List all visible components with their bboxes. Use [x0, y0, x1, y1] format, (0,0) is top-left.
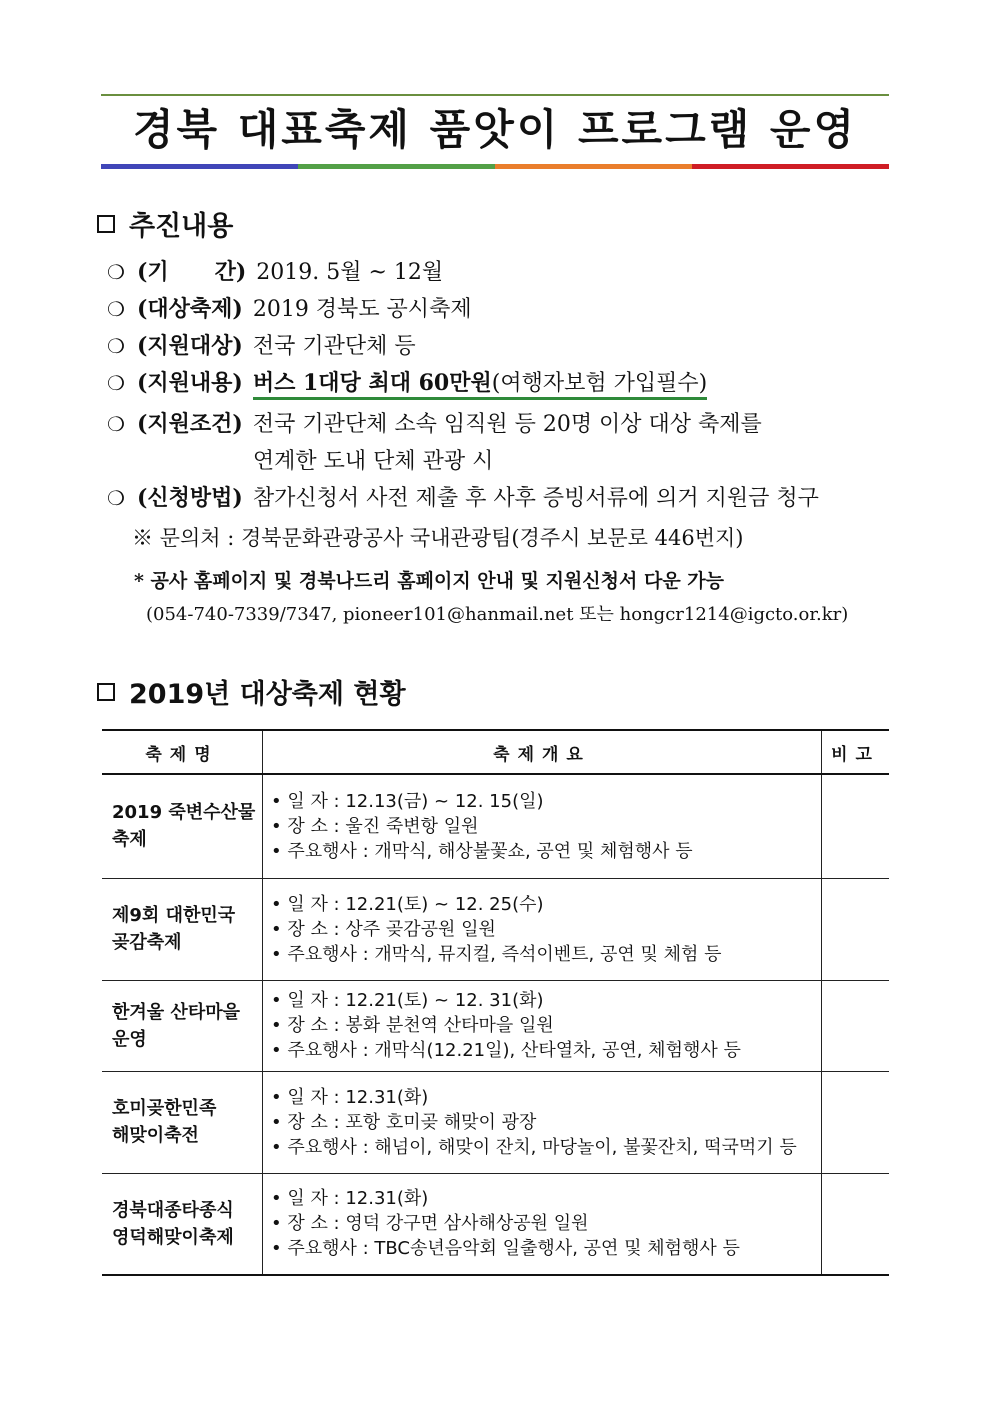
table-row	[102, 1173, 889, 1275]
header-festival-name: 축제명	[102, 730, 263, 774]
festival-remarks	[822, 774, 890, 878]
support-amount-highlight: 버스 1대당 최대 60만원(여행자보험 가입필수)	[253, 371, 707, 400]
circle-bullet-icon: ❍	[107, 371, 125, 395]
circle-bullet-icon: ❍	[107, 486, 125, 510]
item-support-condition: ❍ (지원조건) 전국 기관단체 소속 임직원 등 20명 이상 대상 축제를 연계한 도내 단체 관광 시	[107, 406, 907, 480]
festival-name: 2019 죽변수산물 축제	[102, 774, 263, 878]
festival-table	[102, 729, 889, 1276]
item-support-target: ❍ (지원대상) 전국 기관단체 등	[107, 328, 907, 365]
circle-bullet-icon: ❍	[107, 334, 125, 358]
download-note: * 공사 홈페이지 및 경북나드리 홈페이지 안내 및 지원신청서 다운 가능	[134, 570, 724, 592]
item-target-festival: ❍ (대상축제) 2019 경북도 공시축제	[107, 291, 907, 328]
table-row	[102, 1071, 889, 1173]
checkbox-square-icon	[97, 215, 115, 233]
section-heading-promotion: 추진내용	[97, 204, 233, 243]
contact-info: ※ 문의처 : 경북문화관광공사 국내관광팀(경주시 보문로 446번지)	[132, 526, 744, 550]
table-row	[102, 980, 889, 1071]
festival-overview: • 일 자 : 12.21(토) ~ 12. 25(수) • 장 소 : 상주 곶감공원 일원 • 주요행사 : 개막식, 뮤지컬, 즉석이벤트, 공연 및 체험 등	[263, 878, 822, 980]
page-title: 경북 대표축제 품앗이 프로그램 운영	[132, 105, 858, 154]
table-row	[102, 774, 889, 878]
header-festival-overview: 축제개요	[263, 730, 822, 774]
title-color-bar	[101, 164, 889, 169]
festival-remarks	[822, 1071, 890, 1173]
item-support-content: ❍ (지원내용) 버스 1대당 최대 60만원(여행자보험 가입필수)	[107, 365, 907, 402]
table-row	[102, 878, 889, 980]
circle-bullet-icon: ❍	[107, 260, 125, 284]
festival-overview: • 일 자 : 12.31(화) • 장 소 : 포항 호미곶 해맞이 광장 • 주요행사 : 해넘이, 해맞이 잔치, 마당놀이, 불꽃잔치, 떡국먹기 등	[263, 1071, 822, 1173]
festival-name: 경북대종타종식 영덕해맞이축제	[102, 1173, 263, 1275]
item-application-method: ❍ (신청방법) 참가신청서 사전 제출 후 사후 증빙서류에 의거 지원금 청구	[107, 480, 907, 517]
festival-overview: • 일 자 : 12.31(화) • 장 소 : 영덕 강구면 삼사해상공원 일원 • 주요행사 : TBC송년음악회 일출행사, 공연 및 체험행사 등	[263, 1173, 822, 1275]
title-block	[101, 94, 889, 169]
festival-remarks	[822, 980, 890, 1071]
circle-bullet-icon: ❍	[107, 297, 125, 321]
section-heading-festivals: 2019년 대상축제 현황	[97, 672, 406, 711]
promotion-items	[107, 254, 907, 517]
festival-overview: • 일 자 : 12.13(금) ~ 12. 15(일) • 장 소 : 울진 죽변항 일원 • 주요행사 : 개막식, 해상불꽃쇼, 공연 및 체험행사 등	[263, 774, 822, 878]
table-header-row	[102, 730, 889, 774]
festival-name: 호미곶한민족 해맞이축전	[102, 1071, 263, 1173]
checkbox-square-icon	[97, 683, 115, 701]
festival-name: 한겨울 산타마을 운영	[102, 980, 263, 1071]
festival-remarks	[822, 878, 890, 980]
contact-emails: (054-740-7339/7347, pioneer101@hanmail.net 또는 hongcr1214@igcto.or.kr)	[146, 604, 849, 625]
festival-name: 제9회 대한민국 곶감축제	[102, 878, 263, 980]
header-remarks: 비고	[822, 730, 890, 774]
festival-remarks	[822, 1173, 890, 1275]
festival-overview: • 일 자 : 12.21(토) ~ 12. 31(화) • 장 소 : 봉화 분천역 산타마을 일원 • 주요행사 : 개막식(12.21일), 산타열차, 공연, 체험행사 등	[263, 980, 822, 1071]
item-period: ❍ (기 간) 2019. 5월 ~ 12월	[107, 254, 907, 291]
circle-bullet-icon: ❍	[107, 412, 125, 436]
